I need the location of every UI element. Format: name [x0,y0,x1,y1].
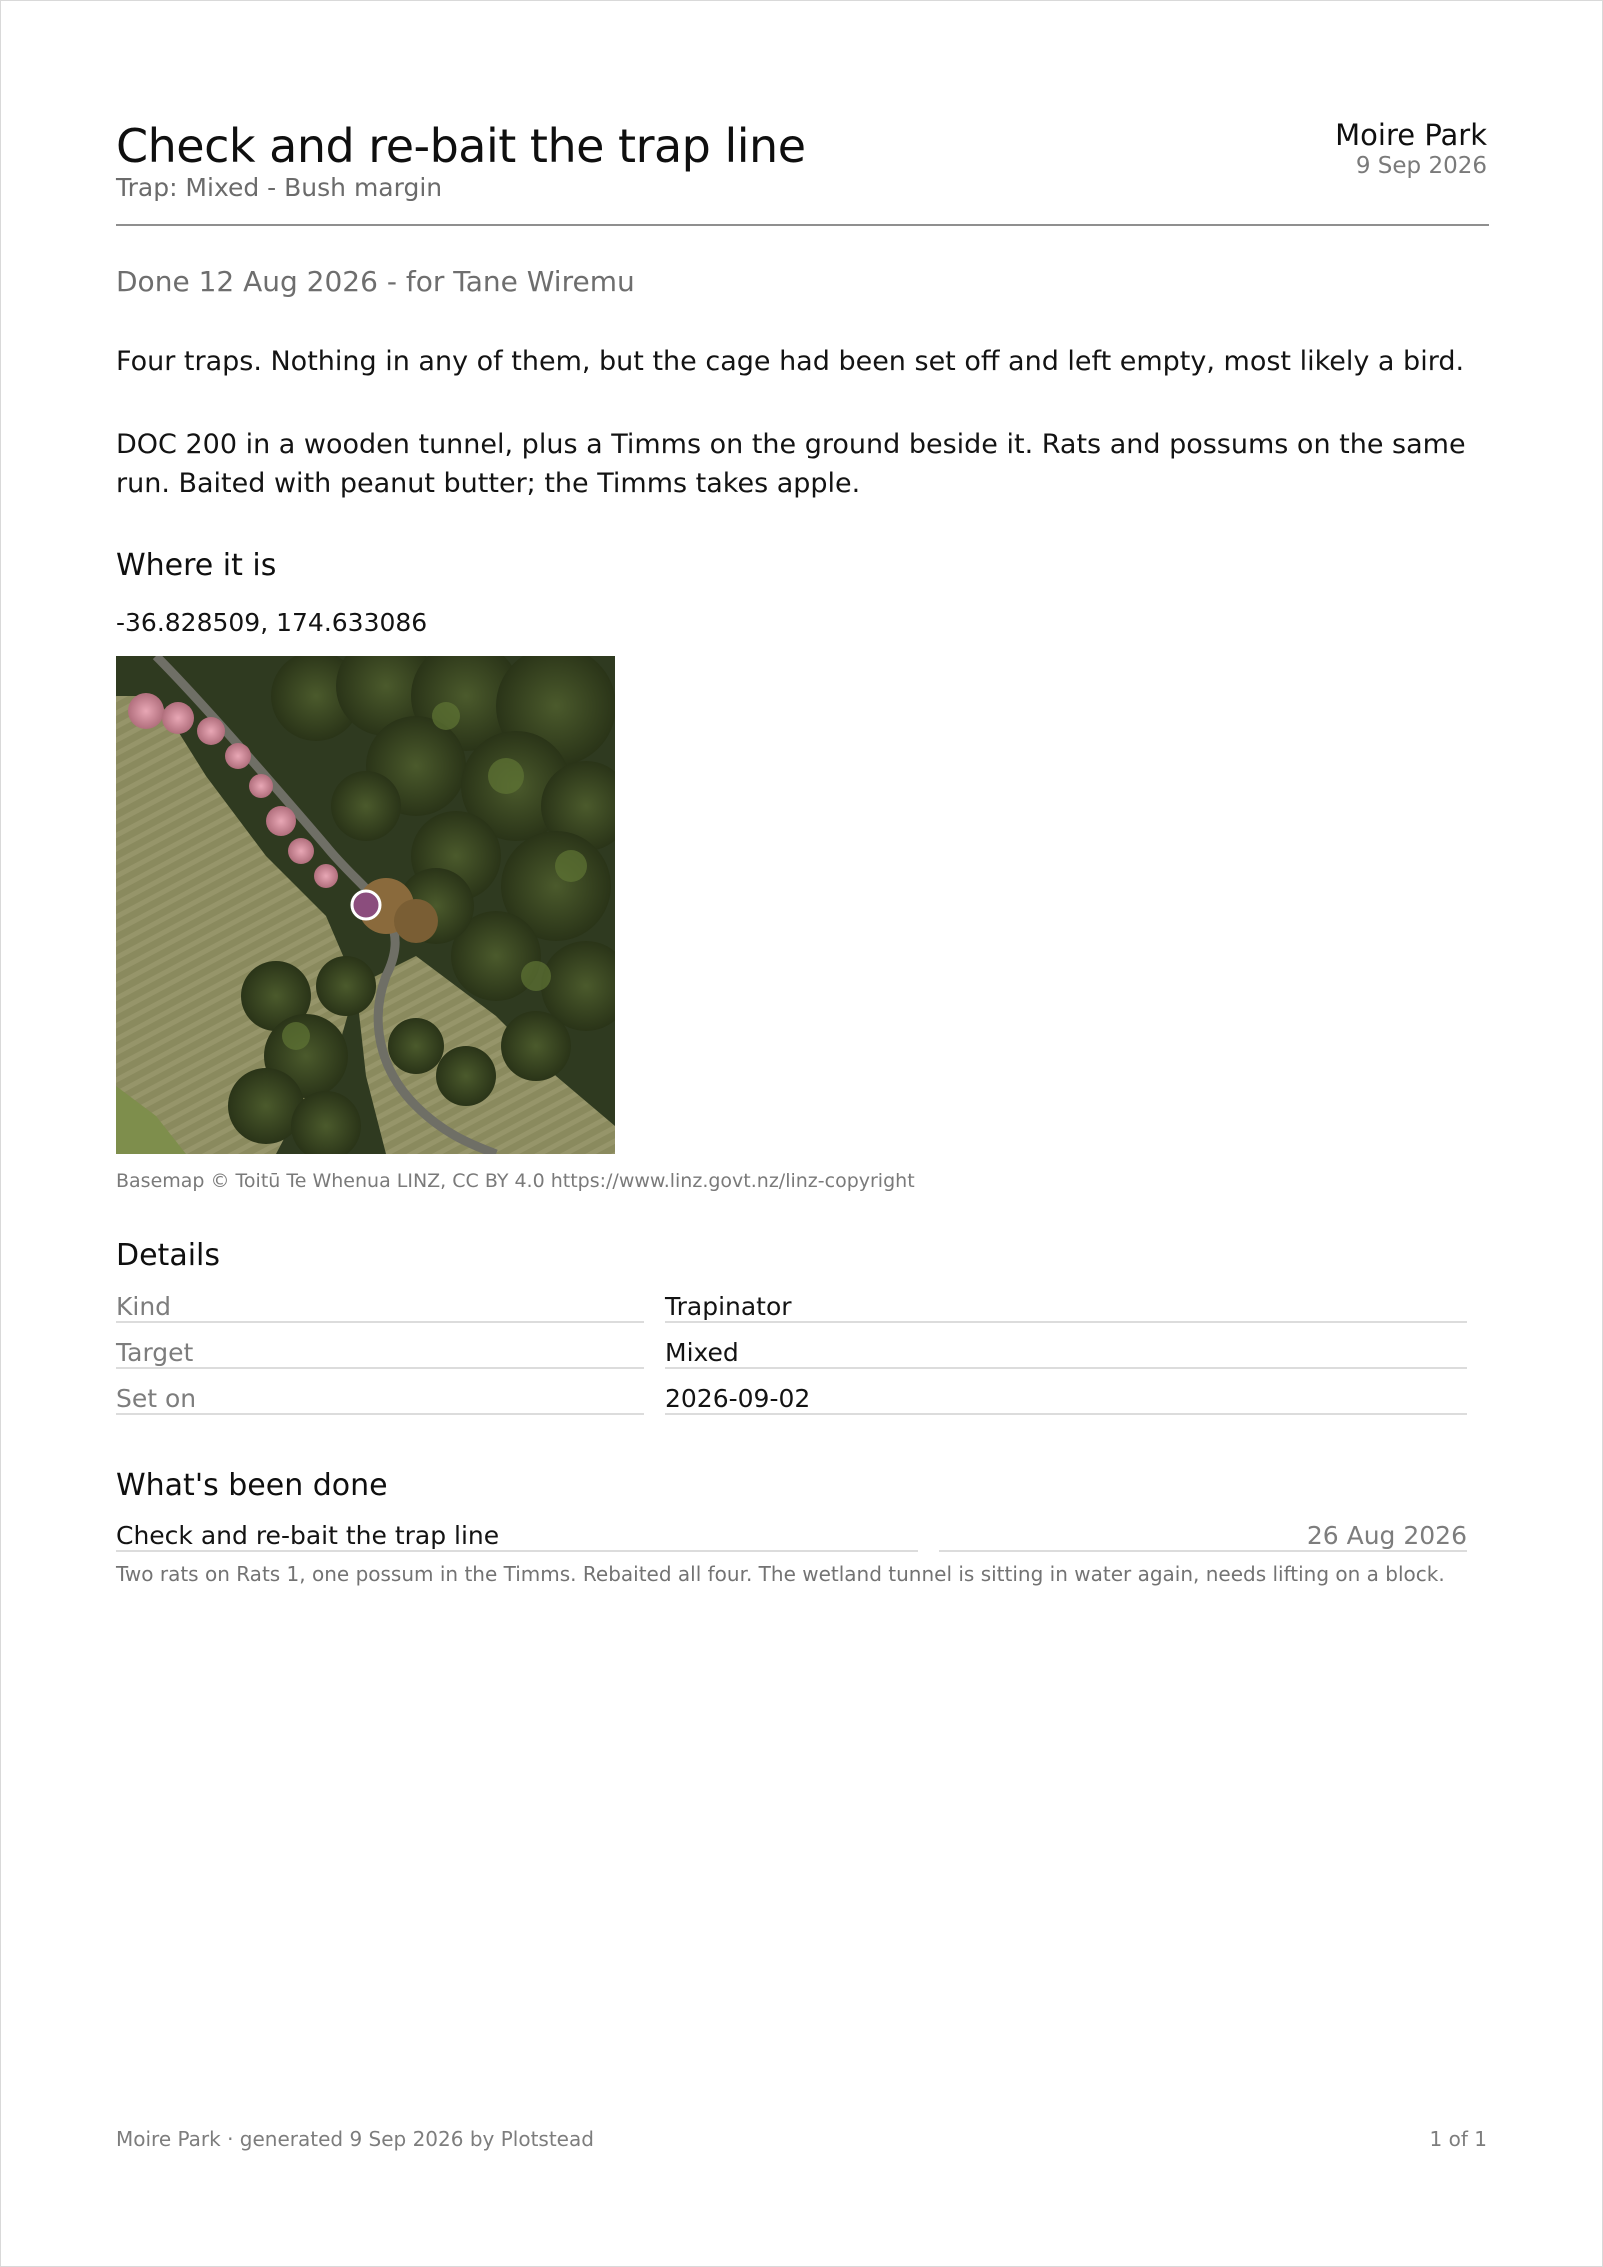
description-paragraph-1: Four traps. Nothing in any of them, but the cage had been set off and left empty, most likely a bird. [116,346,1465,377]
footer-generated: Moire Park · generated 9 Sep 2026 by Plotstead [116,2127,594,2151]
location-heading: Where it is [116,548,277,583]
location-map [116,656,615,1154]
report-date: 9 Sep 2026 [1355,153,1487,179]
details-value-kind: Trapinator [665,1292,1467,1323]
header-divider [116,224,1489,226]
history-entry-note: Two rats on Rats 1, one possum in the Timms. Rebaited all four. The wetland tunnel is sitting in water again, needs lifting on a block. [116,1562,1445,1586]
details-key-set-on: Set on [116,1384,644,1415]
details-heading: Details [116,1238,221,1273]
history-heading: What's been done [116,1468,388,1503]
history-entry-date: 26 Aug 2026 [939,1521,1467,1552]
page-subtitle: Trap: Mixed - Bush margin [116,173,443,202]
org-name: Moire Park [1335,118,1487,152]
details-value-set-on: 2026-09-02 [665,1384,1467,1415]
description-paragraph-2: DOC 200 in a wooden tunnel, plus a Timms on the ground beside it. Rats and possums on the same run. Baited with peanut butter; the Timms takes apple. [116,429,1466,499]
aerial-map-image [116,656,615,1154]
page-title: Check and re-bait the trap line [116,119,806,173]
details-key-kind: Kind [116,1292,644,1323]
location-marker [352,891,380,919]
location-coordinates: -36.828509, 174.633086 [116,608,428,637]
details-key-target: Target [116,1338,644,1369]
footer-page-number: 1 of 1 [1429,2127,1487,2151]
completion-status: Done 12 Aug 2026 - for Tane Wiremu [116,265,635,298]
map-attribution: Basemap © Toitū Te Whenua LINZ, CC BY 4.0 https://www.linz.govt.nz/linz-copyright [116,1170,915,1192]
history-entry-title: Check and re-bait the trap line [116,1521,918,1552]
details-value-target: Mixed [665,1338,1467,1369]
